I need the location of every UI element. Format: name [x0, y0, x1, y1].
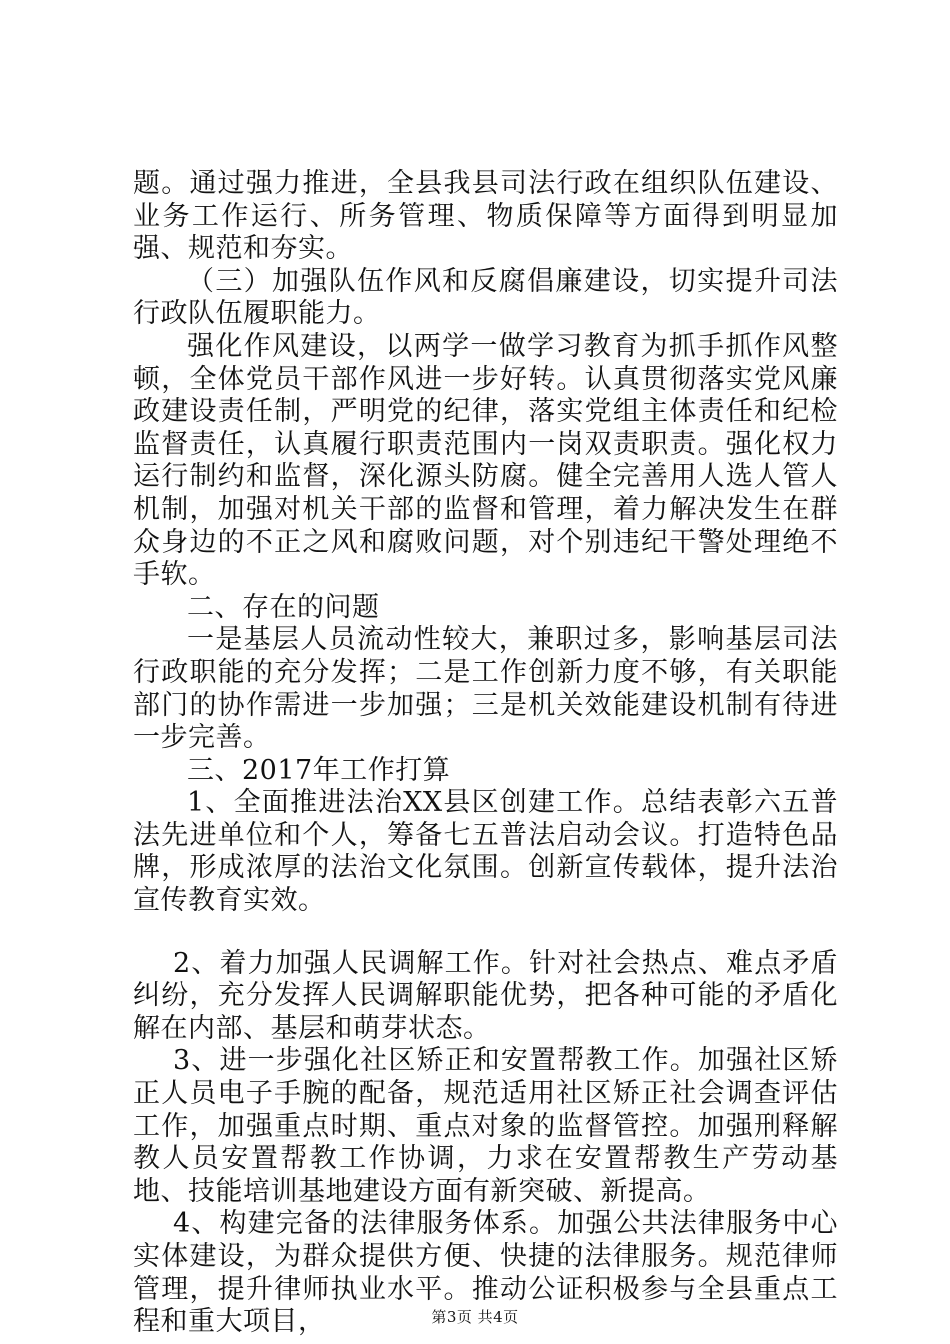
plan-item-1: 1、全面推进法治XX县区创建工作。总结表彰六五普法先进单位和个人，筹备七五普法启动会议。打造特色品牌，形成浓厚的法治文化氛围。创新宣传载体，提升法治宣传教育实效。	[133, 787, 838, 917]
plan-item-2: 2、着力加强人民调解工作。针对社会热点、难点矛盾纠纷，充分发挥人民调解职能优势，把各种可能的矛盾化解在内部、基层和萌芽状态。	[133, 947, 838, 1044]
heading-2017-plan: 三、2017年工作打算	[187, 754, 451, 786]
heading-problems: 二、存在的问题	[187, 591, 380, 623]
document-body	[133, 168, 838, 1339]
paragraph-style-building: 强化作风建设，以两学一做学习教育为抓手抓作风整顿，全体党员干部作风进一步好转。认真贯彻落实党风廉政建设责任制，严明党的纪律，落实党组主体责任和纪检监督责任，认真履行职责范围内一岗双责职责。强化权力运行制约和监督，深化源头防腐。健全完善用人选人管人机制，加强对机关干部的监督和管理，着力解决发生在群众身边的不正之风和腐败问题，对个别违纪干警处理绝不手软。	[133, 330, 838, 591]
plan-item-3: 3、进一步强化社区矫正和安置帮教工作。加强社区矫正人员电子手腕的配备，规范适用社区矫正社会调查评估工作，加强重点时期、重点对象的监督管控。加强刑释解教人员安置帮教工作协调，力求在安置帮教生产劳动基地、技能培训基地建设方面有新突破、新提高。	[133, 1045, 838, 1207]
subheading-three: （三）加强队伍作风和反腐倡廉建设，切实提升司法行政队伍履职能力。	[133, 265, 838, 330]
paragraph-problems: 一是基层人员流动性较大，兼职过多，影响基层司法行政职能的充分发挥；二是工作创新力度不够，有关职能部门的协作需进一步加强；三是机关效能建设机制有待进一步完善。	[133, 624, 838, 754]
paragraph-continuation: 题。通过强力推进，全县我县司法行政在组织队伍建设、业务工作运行、所务管理、物质保障等方面得到明显加强、规范和夯实。	[133, 168, 838, 265]
plan-item-4: 4、构建完备的法律服务体系。加强公共法律服务中心实体建设，为群众提供方便、快捷的法律服务。规范律师管理，提升律师执业水平。推动公证积极参与全县重点工程和重大项目，	[133, 1208, 838, 1338]
page-footer: 第3页 共4页	[431, 1308, 519, 1326]
